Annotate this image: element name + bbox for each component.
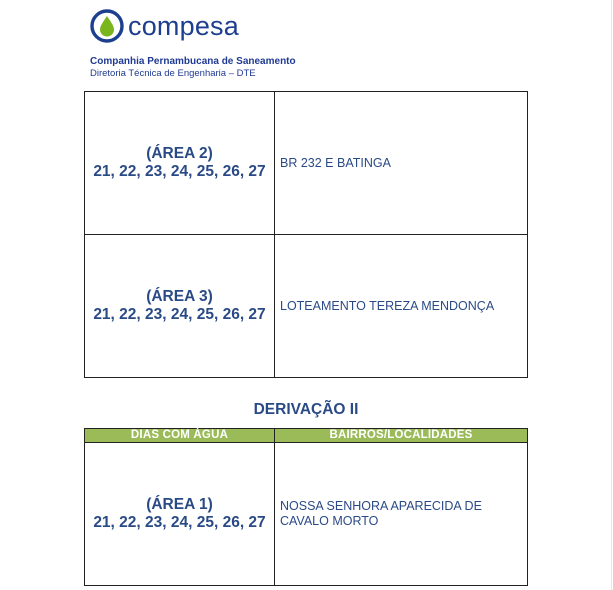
area-label: (ÁREA 3) — [146, 288, 213, 305]
schedule-table-1 — [84, 91, 528, 378]
area-label: (ÁREA 2) — [146, 145, 213, 162]
locality-cell — [275, 92, 528, 235]
org-department: Diretoria Técnica de Engenharia – DTE — [90, 68, 256, 79]
days-cell — [85, 443, 275, 586]
table-row — [85, 235, 528, 378]
schedule-table-2 — [84, 428, 528, 586]
locality-text: BR 232 E BATINGA — [280, 155, 391, 170]
days-cell — [85, 92, 275, 235]
locality-cell — [275, 443, 528, 586]
locality-cell — [275, 235, 528, 378]
days-list: 21, 22, 23, 24, 25, 26, 27 — [93, 514, 266, 531]
organization-info — [90, 56, 296, 80]
org-name: Companhia Pernambucana de Saneamento — [90, 56, 296, 67]
compesa-logo — [90, 8, 239, 44]
page-edge-line — [611, 0, 612, 590]
section-title: DERIVAÇÃO II — [253, 401, 359, 418]
column-header-days: DIAS COM ÁGUA — [85, 429, 275, 443]
locality-text-line1: NOSSA SENHORA APARECIDA DE — [280, 499, 482, 513]
area-label: (ÁREA 1) — [146, 496, 213, 513]
days-list: 21, 22, 23, 24, 25, 26, 27 — [93, 163, 266, 180]
days-list: 21, 22, 23, 24, 25, 26, 27 — [93, 306, 266, 323]
water-drop-icon — [90, 9, 124, 43]
logo-text: compesa — [128, 10, 239, 41]
locality-text: LOTEAMENTO TEREZA MENDONÇA — [280, 298, 495, 313]
table-row — [85, 443, 528, 586]
column-header-places: BAIRROS/LOCALIDADES — [275, 429, 528, 443]
locality-text-line2: CAVALO MORTO — [280, 514, 379, 528]
table-header-row — [85, 429, 528, 443]
table-row — [85, 92, 528, 235]
days-cell — [85, 235, 275, 378]
